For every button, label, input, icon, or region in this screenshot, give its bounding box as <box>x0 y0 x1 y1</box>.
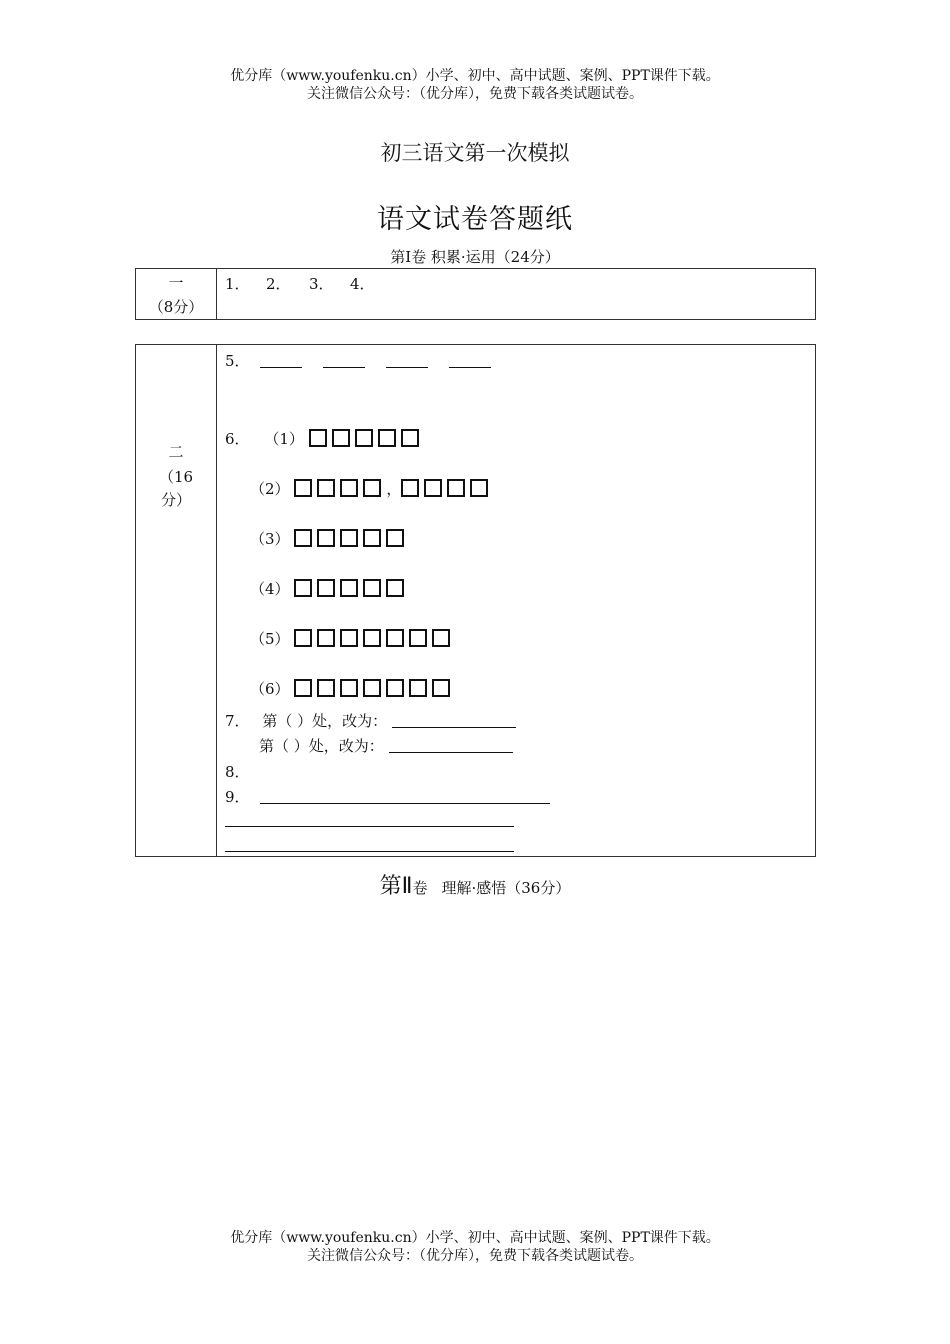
answer-box[interactable] <box>340 679 358 697</box>
answer-box[interactable] <box>294 579 312 597</box>
answer-box[interactable] <box>317 679 335 697</box>
question-6-item-label: （3） <box>250 530 290 548</box>
answer-blank[interactable] <box>386 353 428 368</box>
answer-box[interactable] <box>294 479 312 497</box>
answer-box[interactable] <box>401 479 419 497</box>
part-2-number: 二 <box>168 443 184 461</box>
question-6-item-label: （2） <box>250 480 290 498</box>
answer-box[interactable] <box>294 629 312 647</box>
answer-box[interactable] <box>378 429 396 447</box>
section-2-part-mid: 卷 <box>412 879 428 897</box>
question-6-row-6 <box>250 678 455 699</box>
header-line-2: 关注微信公众号：（优分库），免费下载各类试题试卷。 <box>307 86 643 102</box>
answer-box[interactable] <box>340 479 358 497</box>
part-1-label-cell <box>136 269 217 319</box>
answer-box[interactable] <box>363 479 381 497</box>
answer-box[interactable] <box>409 679 427 697</box>
question-6-row-3 <box>250 528 409 549</box>
section-2-label <box>0 869 950 900</box>
part-1-number: 一 <box>168 274 184 292</box>
answer-box[interactable] <box>340 529 358 547</box>
question-6-item-label: （1） <box>264 430 304 448</box>
part-1-score: （8分） <box>148 298 204 316</box>
exam-subtitle: 初三语文第一次模拟 <box>380 141 570 165</box>
answer-blank[interactable] <box>260 789 550 804</box>
question-6-item-label: （6） <box>250 680 290 698</box>
answer-box[interactable] <box>386 579 404 597</box>
question-2-label: 2． <box>266 275 291 293</box>
answer-box[interactable] <box>309 429 327 447</box>
answer-box[interactable] <box>355 429 373 447</box>
page-title: 语文试卷答题纸 <box>377 204 573 235</box>
answer-box[interactable] <box>317 579 335 597</box>
part-2-score-a: （16 <box>158 468 194 486</box>
part-2-score-b: 分） <box>160 491 191 509</box>
question-6-label: 6． <box>225 430 250 448</box>
answer-box[interactable] <box>294 679 312 697</box>
answer-box[interactable] <box>386 629 404 647</box>
answer-box[interactable] <box>340 629 358 647</box>
question-6-row-5 <box>250 628 455 649</box>
answer-box[interactable] <box>432 629 450 647</box>
part-1-table <box>135 268 816 320</box>
answer-box[interactable] <box>317 629 335 647</box>
part-2-label-cell <box>136 345 217 856</box>
answer-box[interactable] <box>317 529 335 547</box>
answer-box[interactable] <box>447 479 465 497</box>
comma: ， <box>386 480 402 498</box>
answer-box[interactable] <box>363 529 381 547</box>
answer-box[interactable] <box>386 679 404 697</box>
answer-box[interactable] <box>363 579 381 597</box>
answer-blank[interactable] <box>392 713 516 728</box>
part-2-table <box>135 344 816 857</box>
answer-box[interactable] <box>386 529 404 547</box>
question-7-row-2 <box>259 735 513 756</box>
answer-box[interactable] <box>332 429 350 447</box>
footer-line-2: 关注微信公众号：（优分库），免费下载各类试题试卷。 <box>307 1248 643 1264</box>
question-4-label: 4． <box>350 275 375 293</box>
answer-box[interactable] <box>470 479 488 497</box>
answer-box[interactable] <box>340 579 358 597</box>
answer-blank[interactable] <box>323 353 365 368</box>
question-5-label: 5． <box>225 352 250 370</box>
question-6-row-1 <box>225 428 424 449</box>
answer-blank[interactable] <box>260 353 302 368</box>
question-7-row-1 <box>225 710 516 731</box>
section-2-part-big: 第Ⅱ <box>379 874 413 899</box>
answer-line[interactable] <box>225 851 514 852</box>
page-header <box>0 67 950 103</box>
answer-line[interactable] <box>225 826 514 827</box>
question-7-prompt-2: 第（ ）处，改为： <box>259 737 384 755</box>
page-footer <box>0 1229 950 1265</box>
answer-blank[interactable] <box>449 353 491 368</box>
answer-box[interactable] <box>363 679 381 697</box>
question-6-row-2 <box>250 478 493 499</box>
question-5-row <box>225 350 491 371</box>
section-2-title: 理解·感悟（36分） <box>441 879 571 897</box>
question-9-label: 9． <box>225 788 250 806</box>
header-line-1: 优分库（www.youfenku.cn）小学、初中、高中试题、案例、PPT课件下载。 <box>230 68 720 84</box>
section-1-label: 第Ⅰ卷 积累·运用（24分） <box>390 248 560 266</box>
question-9-row <box>225 786 550 807</box>
question-7-prompt-1: 第（ ）处，改为： <box>262 712 388 730</box>
question-6-item-label: （5） <box>250 630 290 648</box>
question-8-label: 8． <box>225 763 250 781</box>
answer-box[interactable] <box>432 679 450 697</box>
question-7-label: 7． <box>225 712 250 730</box>
answer-box[interactable] <box>409 629 427 647</box>
answer-box[interactable] <box>363 629 381 647</box>
answer-box[interactable] <box>317 479 335 497</box>
question-6-row-4 <box>250 578 409 599</box>
footer-line-1: 优分库（www.youfenku.cn）小学、初中、高中试题、案例、PPT课件下载。 <box>230 1230 720 1246</box>
question-6-item-label: （4） <box>250 580 290 598</box>
answer-box[interactable] <box>401 429 419 447</box>
question-3-label: 3． <box>309 275 334 293</box>
answer-box[interactable] <box>424 479 442 497</box>
answer-blank[interactable] <box>389 738 513 753</box>
question-1-label: 1． <box>225 275 250 293</box>
answer-box[interactable] <box>294 529 312 547</box>
